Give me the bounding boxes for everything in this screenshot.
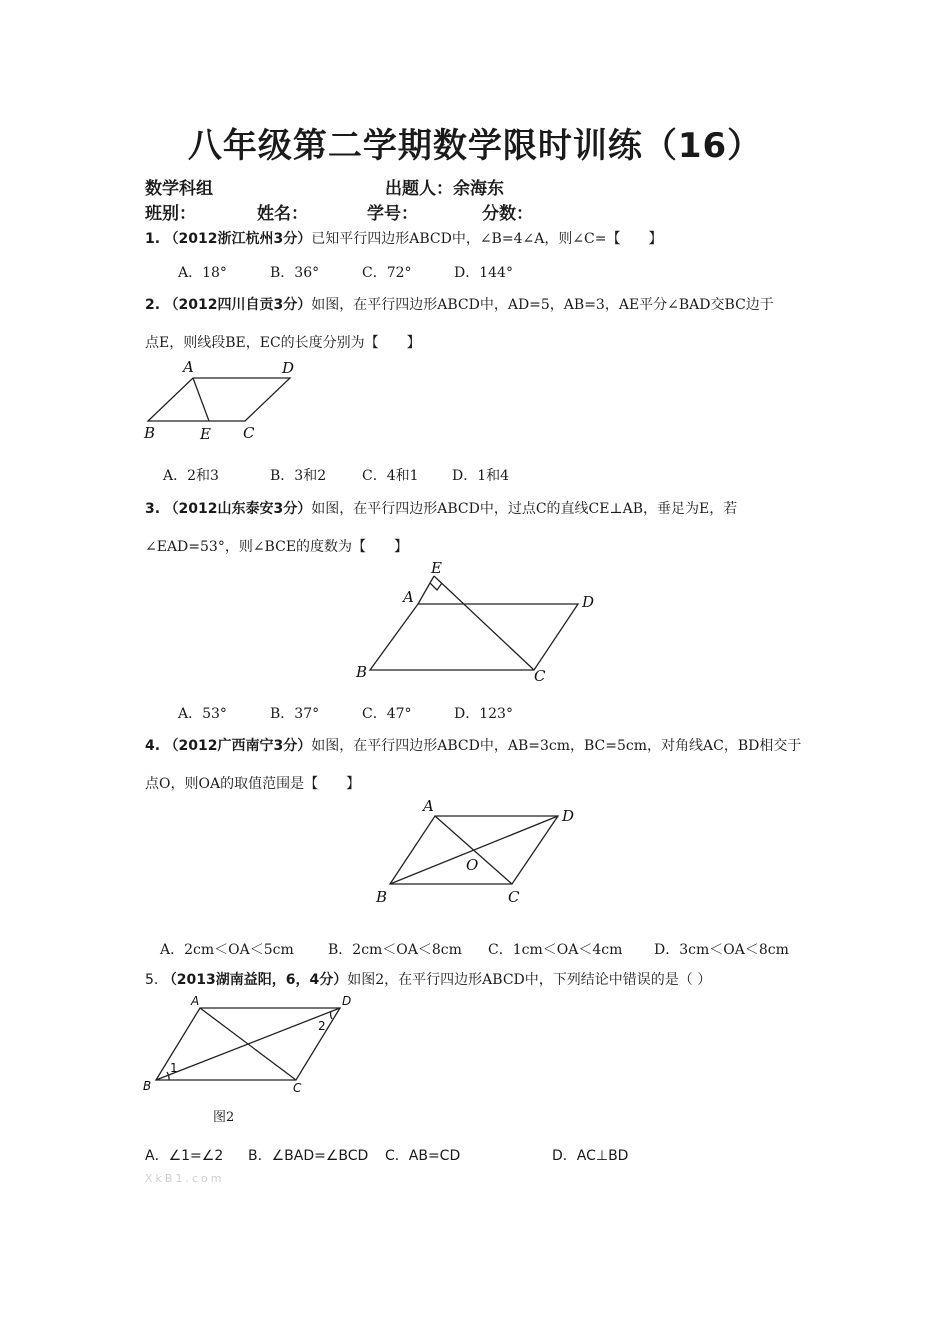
question-2-line-2: 点E，则线段BE，EC的长度分别为【 】 <box>145 335 421 351</box>
question-text: 如图2，在平行四边形ABCD中，下列结论中错误的是（ ） <box>347 972 712 988</box>
figure-q3 <box>350 560 610 690</box>
question-number: 3. <box>145 501 161 517</box>
name-label: 姓名： <box>257 204 308 224</box>
label-a: A <box>423 797 434 815</box>
option-c: C．1cm＜OA＜4cm <box>488 942 623 958</box>
question-2 <box>145 294 774 314</box>
option-d: D．1和4 <box>452 468 510 484</box>
question-4 <box>145 735 801 755</box>
option-d: D．AC⊥BD <box>552 1148 629 1164</box>
label-e: E <box>200 425 211 443</box>
right-angle-mark <box>430 583 442 590</box>
question-text: 已知平行四边形ABCD中，∠B=4∠A，则∠C=【 】 <box>311 231 663 247</box>
question-source: （2013湖南益阳，6，4分） <box>162 972 348 988</box>
figure-q5 <box>140 992 370 1097</box>
figure-caption: 图2 <box>213 1110 235 1125</box>
label-c: C <box>243 424 255 442</box>
label-d: D <box>282 359 295 377</box>
label-a: A <box>403 588 414 606</box>
author-label: 出题人：余海东 <box>385 179 504 199</box>
question-source: （2012四川自贡3分） <box>164 297 312 313</box>
question-1 <box>145 228 663 248</box>
label-o: O <box>466 856 479 874</box>
subject-group: 数学科组 <box>145 179 213 199</box>
option-a: A．∠1=∠2 <box>145 1148 224 1164</box>
diagonal-bd <box>156 1008 340 1080</box>
option-d: D．123° <box>454 706 513 722</box>
parallelogram-abcd <box>148 378 290 421</box>
label-d: D <box>342 994 352 1008</box>
segment-ae <box>193 378 209 421</box>
page-title: 八年级第二学期数学限时训练（16） <box>187 126 763 166</box>
label-b: B <box>356 663 368 681</box>
label-b: B <box>376 888 388 906</box>
question-4-line-2: 点O，则OA的取值范围是【 】 <box>145 776 361 792</box>
question-3-line-2: ∠EAD=53°，则∠BCE的度数为【 】 <box>145 539 409 555</box>
figure-q4 <box>370 796 590 911</box>
option-b: B．2cm＜OA＜8cm <box>328 942 462 958</box>
question-number: 4. <box>145 738 161 754</box>
option-c: C．AB=CD <box>385 1148 461 1164</box>
option-a: A．18° <box>178 265 227 281</box>
option-c: C．72° <box>362 265 412 281</box>
segment-ce <box>434 576 534 670</box>
segment-a-e <box>418 576 434 604</box>
option-b: B．∠BAD=∠BCD <box>248 1148 369 1164</box>
label-c: C <box>508 888 520 906</box>
option-a: A．2cm＜OA＜5cm <box>160 942 294 958</box>
option-c: C．4和1 <box>362 468 419 484</box>
label-b: B <box>144 424 156 442</box>
score-label: 分数： <box>482 204 533 224</box>
class-label: 班别： <box>145 204 196 224</box>
question-number: 5. <box>145 972 159 988</box>
label-a: A <box>183 358 194 376</box>
option-a: A．53° <box>178 706 227 722</box>
option-b: B．37° <box>270 706 320 722</box>
option-c: C．47° <box>362 706 412 722</box>
question-source: （2012山东泰安3分） <box>164 501 312 517</box>
label-e: E <box>431 559 442 577</box>
option-d: D．144° <box>454 265 513 281</box>
label-b: B <box>143 1079 152 1093</box>
question-text: 如图，在平行四边形ABCD中，AD=5，AB=3，AE平分∠BAD交BC边于 <box>311 297 774 313</box>
student-id-label: 学号： <box>367 204 418 224</box>
option-b: B．3和2 <box>270 468 327 484</box>
question-text: 如图，在平行四边形ABCD中，过点C的直线CE⊥AB，垂足为E，若 <box>311 501 738 517</box>
question-5 <box>145 969 711 989</box>
option-a: A．2和3 <box>163 468 219 484</box>
question-text: 如图，在平行四边形ABCD中，AB=3cm，BC=5cm，对角线AC，BD相交于 <box>311 738 802 754</box>
question-3 <box>145 498 737 518</box>
label-angle-2: 2 <box>318 1019 326 1033</box>
question-number: 2. <box>145 297 161 313</box>
option-b: B．36° <box>270 265 320 281</box>
option-d: D．3cm＜OA＜8cm <box>654 942 789 958</box>
label-c: C <box>293 1081 302 1095</box>
label-d: D <box>582 593 595 611</box>
question-number: 1. <box>145 231 161 247</box>
angle-2-arc <box>331 1011 332 1019</box>
label-d: D <box>562 807 575 825</box>
label-a: A <box>191 994 200 1008</box>
question-source: （2012广西南宁3分） <box>164 738 312 754</box>
label-c: C <box>534 667 546 685</box>
label-angle-1: 1 <box>170 1061 178 1075</box>
watermark: XkB1.com <box>145 1172 225 1185</box>
question-source: （2012浙江杭州3分） <box>164 231 312 247</box>
figure-q2 <box>140 358 320 443</box>
